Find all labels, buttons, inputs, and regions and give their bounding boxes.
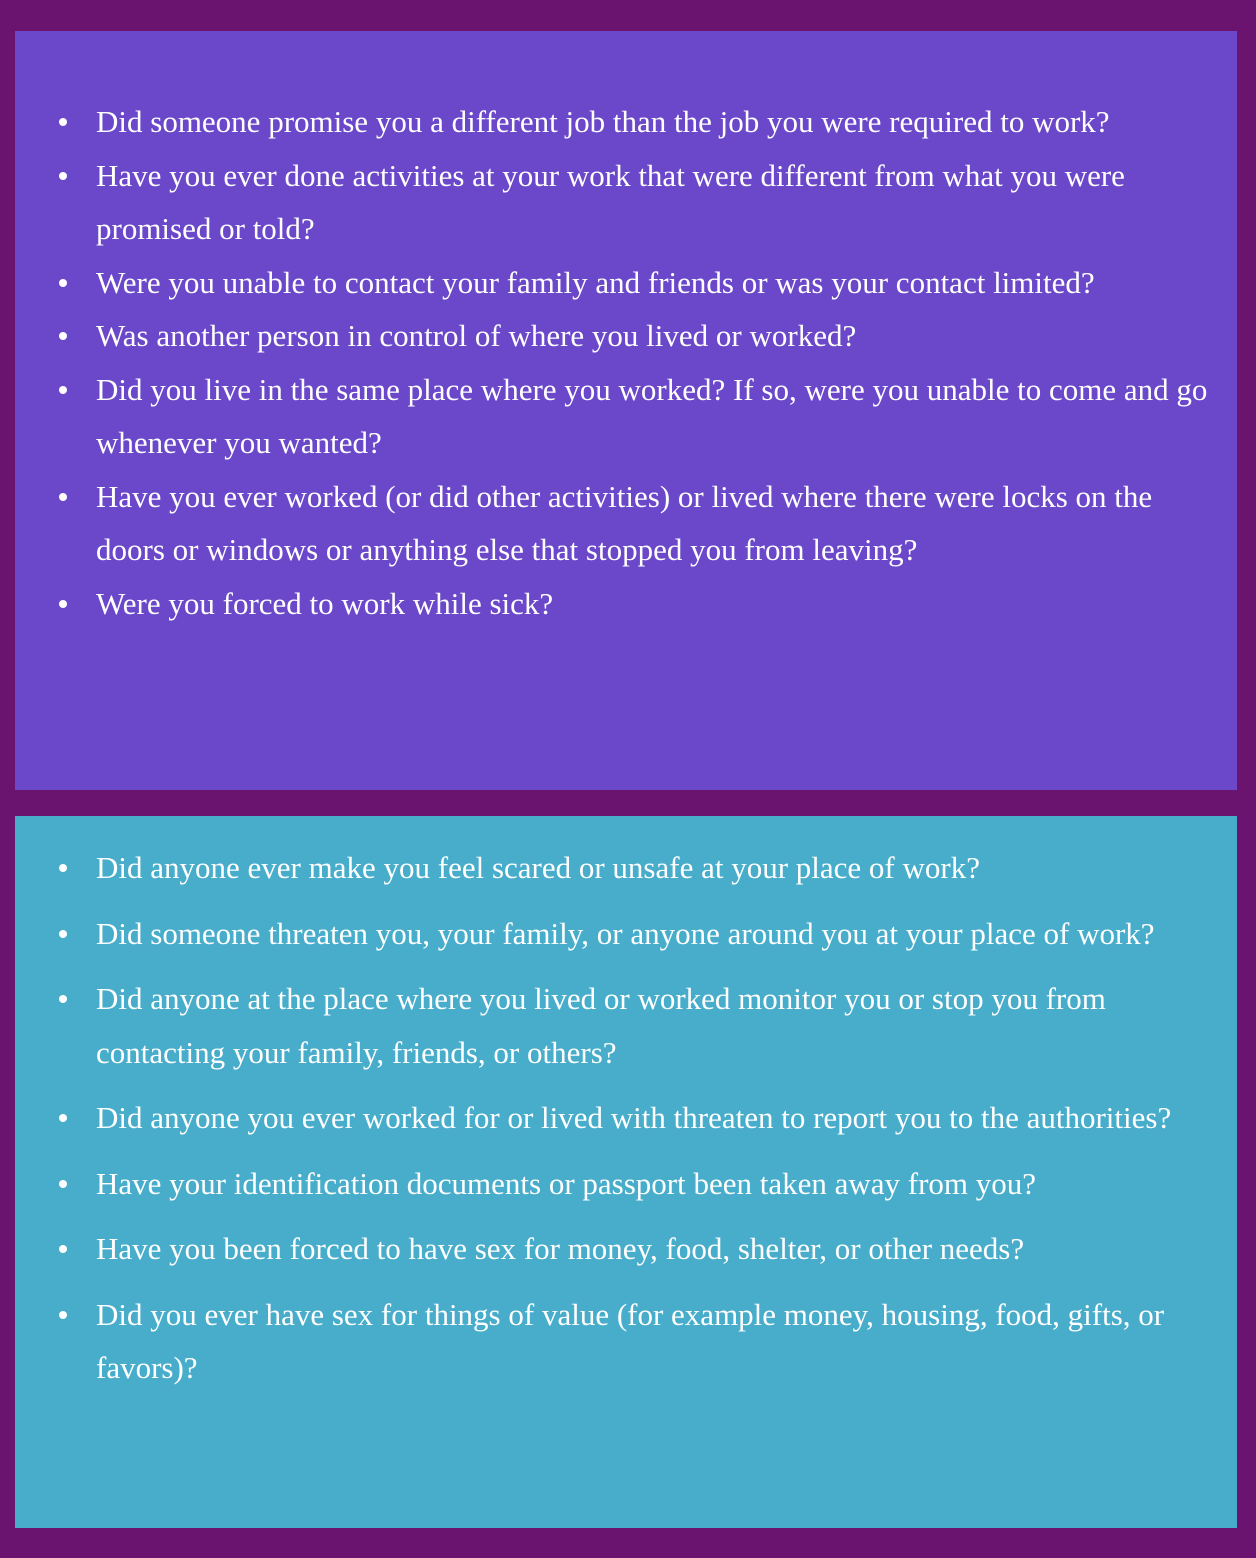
bullet-icon — [59, 930, 67, 938]
question-text: Did anyone you ever worked for or lived with threaten to report you to the authorities? — [96, 1100, 1172, 1135]
list-item — [15, 95, 1237, 149]
question-text: Did anyone at the place where you lived or worked monitor you or stop you from contacting your family, friends, or others? — [96, 981, 1106, 1070]
bullet-icon — [59, 172, 67, 180]
bullet-icon — [59, 995, 67, 1003]
question-list — [15, 841, 1237, 1395]
bullet-icon — [59, 332, 67, 340]
question-text: Did you ever have sex for things of value (for example money, housing, food, gifts, or favors)? — [96, 1296, 1165, 1385]
question-text: Was another person in control of where you lived or worked? — [96, 318, 857, 353]
question-panel-work-conditions — [15, 31, 1237, 790]
bullet-icon — [59, 493, 67, 501]
question-panel-threats — [15, 816, 1237, 1528]
bullet-icon — [59, 1245, 67, 1253]
question-text: Have you ever worked (or did other activities) or lived where there were locks on the doors or windows or anything else that stopped you from leaving? — [96, 478, 1153, 567]
question-text: Did someone threaten you, your family, or anyone around you at your place of work? — [96, 915, 1155, 951]
list-item — [15, 256, 1237, 310]
question-text: Have you been forced to have sex for money, food, shelter, or other needs? — [96, 1231, 1025, 1266]
bullet-icon — [59, 1311, 67, 1319]
list-item — [15, 1222, 1237, 1276]
list-item — [15, 1288, 1237, 1395]
bullet-icon — [59, 864, 67, 872]
list-item — [15, 1091, 1237, 1145]
question-text: Have your identification documents or passport been taken away from you? — [96, 1165, 1037, 1201]
bullet-icon — [59, 386, 67, 394]
bullet-icon — [59, 279, 67, 287]
bullet-icon — [59, 1180, 67, 1188]
question-text: Did someone promise you a different job than the job you were required to work? — [96, 104, 1110, 139]
list-item — [15, 1157, 1237, 1211]
list-item — [15, 841, 1237, 895]
bullet-icon — [59, 1114, 67, 1122]
question-text: Did you live in the same place where you worked? If so, were you unable to come and go whenever you wanted? — [96, 371, 1208, 460]
bullet-icon — [59, 118, 67, 126]
list-item — [15, 309, 1237, 363]
list-item — [15, 363, 1237, 470]
question-text: Have you ever done activities at your work that were different from what you were promised or told? — [96, 157, 1125, 246]
question-text: Were you unable to contact your family and friends or was your contact limited? — [96, 264, 1095, 300]
list-item — [15, 972, 1237, 1079]
bullet-icon — [59, 600, 67, 608]
list-item — [15, 907, 1237, 961]
question-text: Did anyone ever make you feel scared or unsafe at your place of work? — [96, 850, 980, 885]
list-item — [15, 470, 1237, 577]
list-item — [15, 577, 1237, 631]
list-item — [15, 149, 1237, 256]
question-text: Were you forced to work while sick? — [96, 585, 554, 621]
question-list — [15, 95, 1237, 630]
